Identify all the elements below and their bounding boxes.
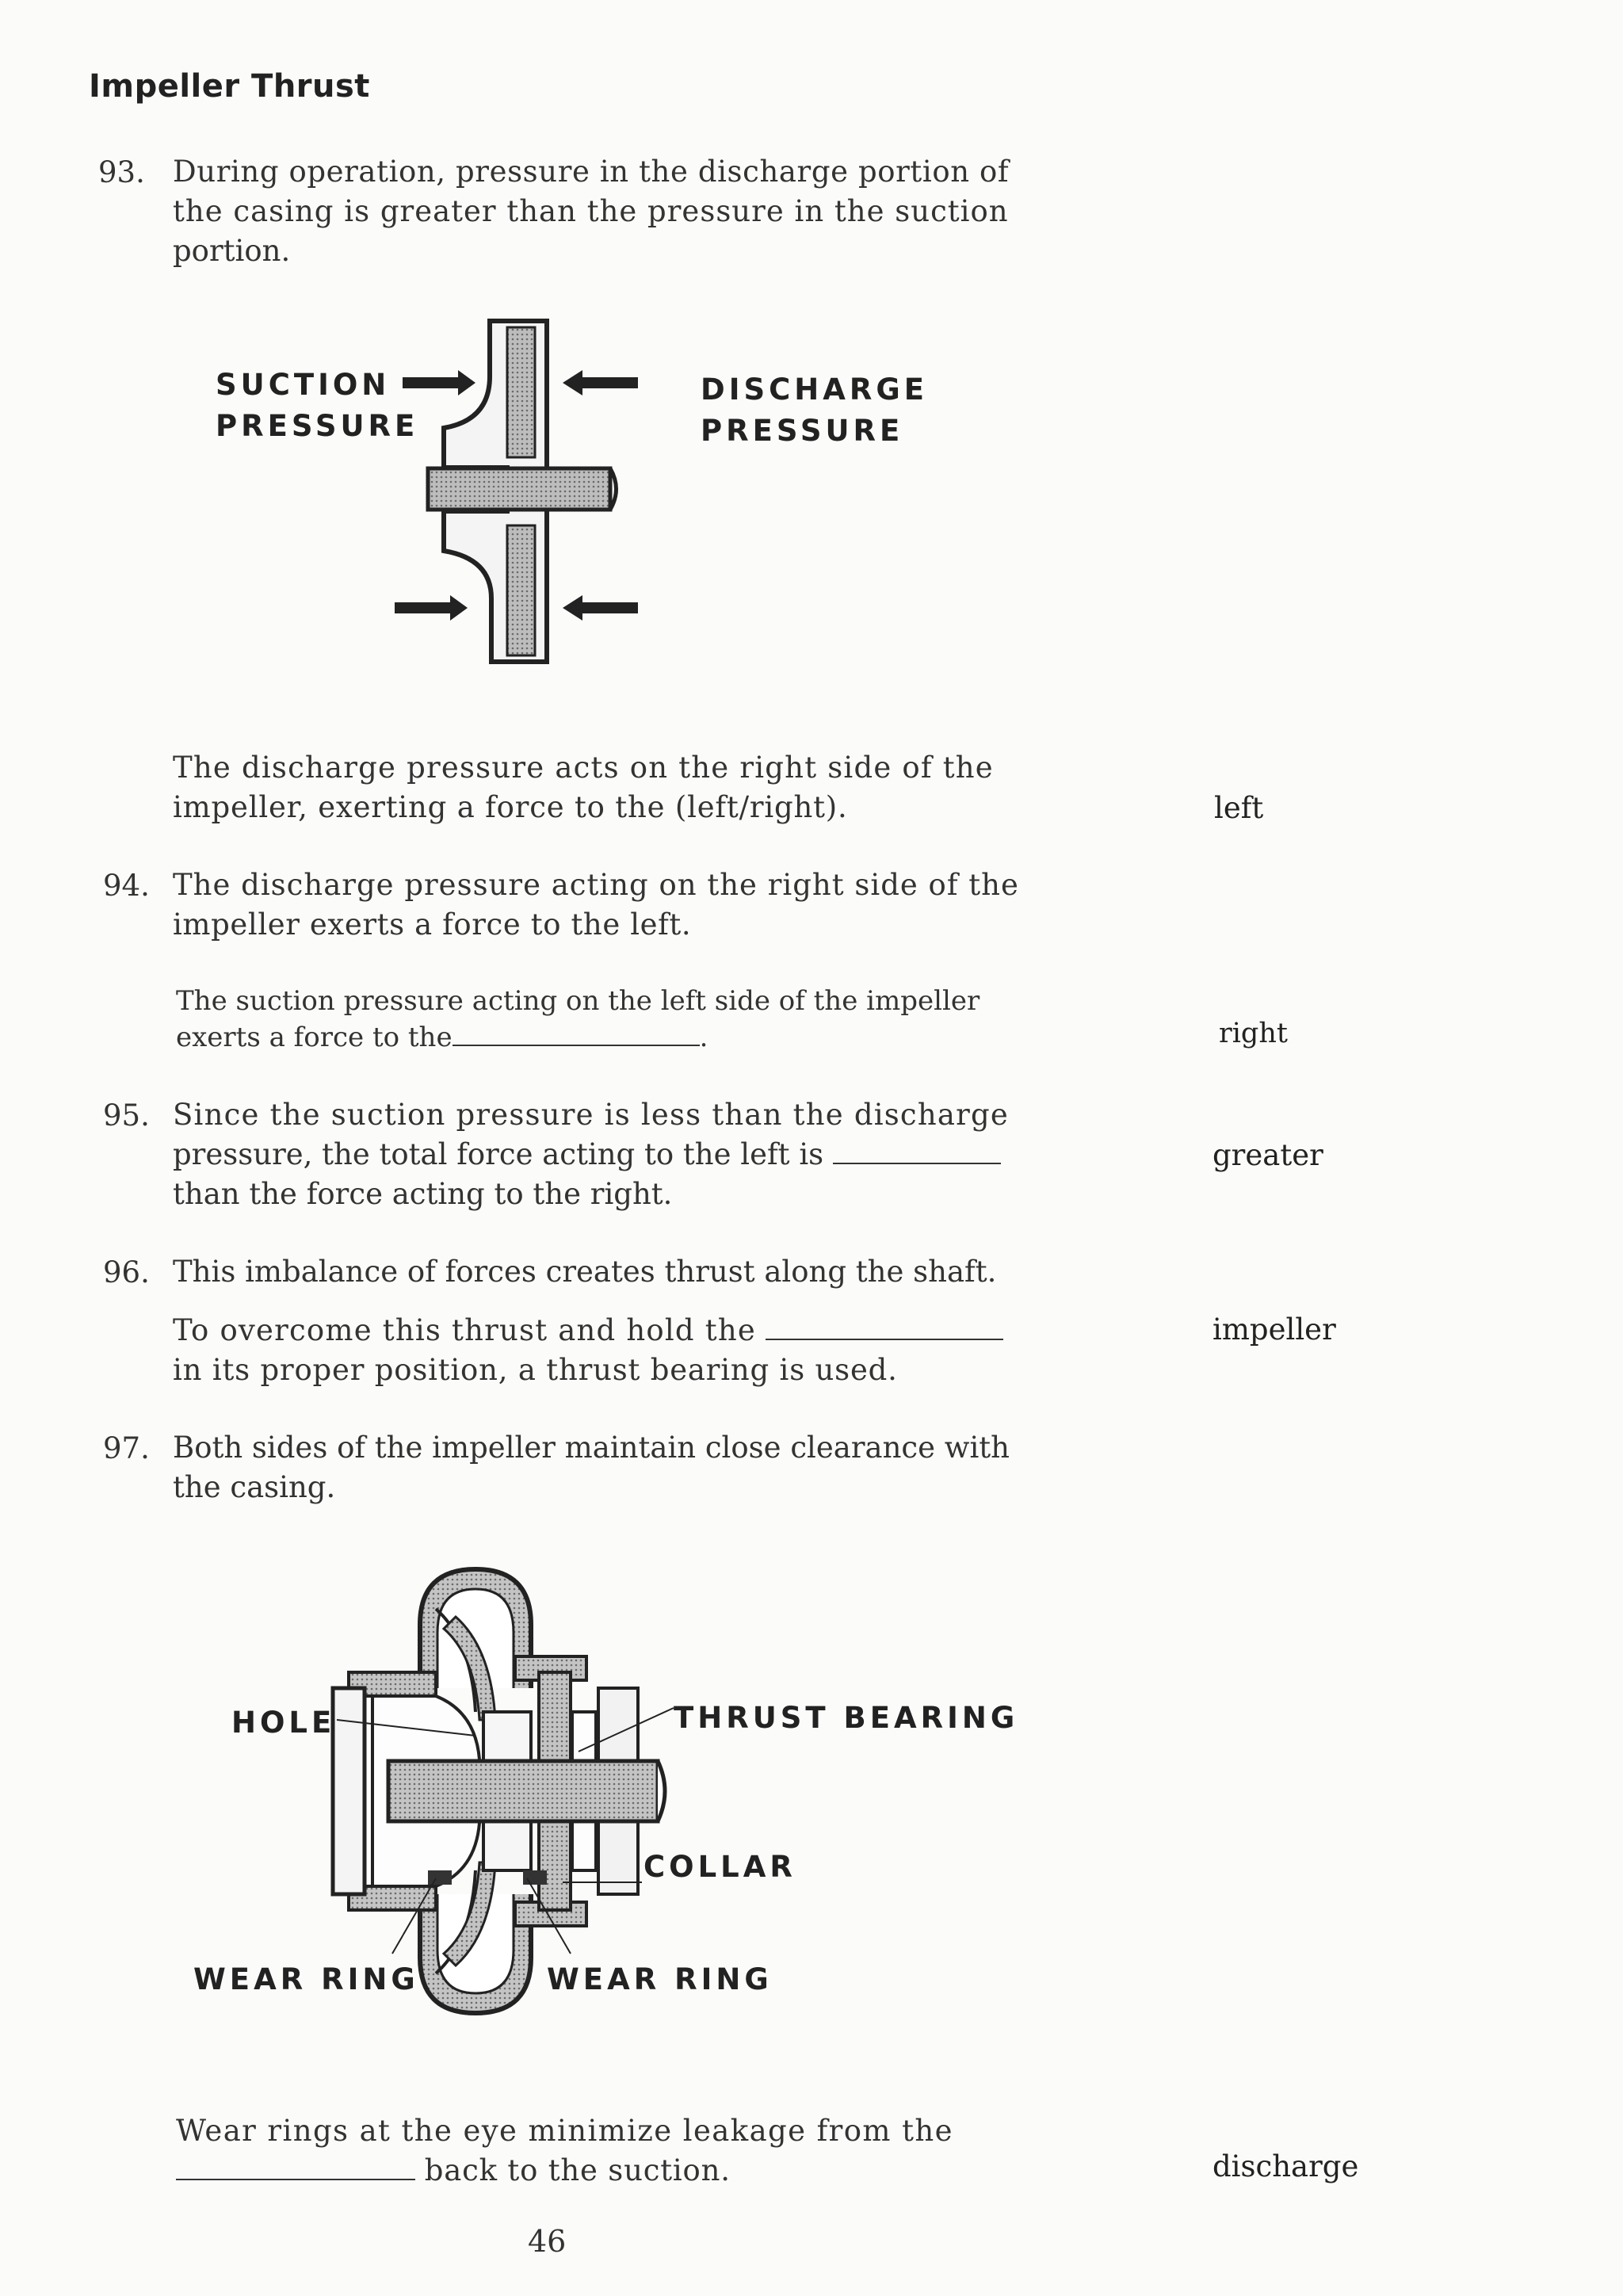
text-line: in its proper position, a thrust bearing is used. [173, 1353, 898, 1387]
text-segment: exerts a force to the [176, 1022, 453, 1053]
text-line-with-blank [173, 1311, 1013, 1350]
wear-ring-right-label: WEAR RING [547, 1962, 773, 1996]
text-segment: pressure, the total force acting to the left is [173, 1137, 824, 1171]
frame-97-number: 97. [103, 1431, 150, 1465]
text-line-with-blank [176, 1019, 1016, 1056]
text-line: The suction pressure acting on the left side of the impeller [176, 985, 980, 1017]
text-line: the casing. [173, 1470, 336, 1504]
text-line: Both sides of the impeller maintain close clearance with [173, 1431, 1010, 1465]
text-line: The discharge pressure acts on the right side of the [173, 751, 994, 785]
frame-97-question [176, 2111, 1016, 2191]
frame-97-intro [173, 1428, 1013, 1507]
wear-ring-left-label: WEAR RING [193, 1962, 419, 1996]
text-line: portion. [173, 234, 291, 268]
section-heading: Impeller Thrust [89, 68, 370, 105]
suction-arrow-bottom [395, 595, 468, 621]
text-line: than the force acting to the right. [173, 1177, 673, 1211]
frame-95-number: 95. [103, 1098, 150, 1133]
label-line: PRESSURE [216, 409, 419, 443]
text-line: During operation, pressure in the discharge portion of [173, 155, 1010, 189]
label-line: PRESSURE [701, 414, 904, 448]
impeller-pressure-diagram [396, 313, 666, 678]
frame-93-intro [173, 152, 1013, 271]
text-line: This imbalance of forces creates thrust along the shaft. [173, 1255, 997, 1289]
frame-93-answer: left [1214, 791, 1264, 825]
frame-96-answer: impeller [1212, 1312, 1336, 1347]
frame-97-answer: discharge [1212, 2149, 1359, 2183]
discharge-pressure-label [701, 369, 928, 452]
answer-blank [766, 1315, 1003, 1340]
frame-94-answer: right [1219, 1018, 1288, 1049]
collar-label: COLLAR [643, 1850, 796, 1884]
text-line: Wear rings at the eye minimize leakage from the [176, 2114, 953, 2148]
frame-94-question [176, 983, 1016, 1056]
discharge-arrow-top [563, 370, 638, 395]
frame-96-question [173, 1311, 1013, 1390]
text-line: impeller exerts a force to the left. [173, 907, 692, 942]
text-segment: back to the suction. [424, 2153, 731, 2187]
label-line: SUCTION [216, 368, 391, 402]
suction-arrow-top [403, 370, 475, 395]
frame-93-number: 93. [98, 155, 145, 189]
text-line-with-blank [173, 1135, 1013, 1175]
frame-95-question [173, 1095, 1013, 1214]
answer-blank [833, 1139, 1001, 1164]
text-segment: . [699, 1022, 708, 1053]
text-segment: To overcome this thrust and hold the [173, 1313, 756, 1347]
page-number: 46 [528, 2224, 567, 2259]
frame-96-number: 96. [103, 1255, 150, 1289]
text-line-with-blank [176, 2151, 1016, 2191]
text-line: impeller, exerting a force to the (left/right). [173, 790, 848, 824]
answer-blank [453, 1023, 700, 1046]
text-line: the casing is greater than the pressure in the suction [173, 194, 1009, 228]
hole-label: HOLE [231, 1706, 336, 1740]
suction-pressure-label [216, 365, 418, 447]
frame-94-number: 94. [103, 869, 150, 903]
frame-93-question [173, 748, 1013, 827]
answer-blank [176, 2155, 415, 2180]
text-line: The discharge pressure acting on the right side of the [173, 868, 1019, 902]
frame-94-intro [173, 865, 1019, 945]
frame-96-intro [173, 1252, 1044, 1292]
label-line: DISCHARGE [701, 372, 929, 407]
thrust-bearing-label: THRUST BEARING [674, 1701, 1019, 1735]
frame-95-answer: greater [1212, 1138, 1323, 1172]
discharge-arrow-bottom [563, 595, 638, 621]
text-line: Since the suction pressure is less than the discharge [173, 1098, 1010, 1132]
